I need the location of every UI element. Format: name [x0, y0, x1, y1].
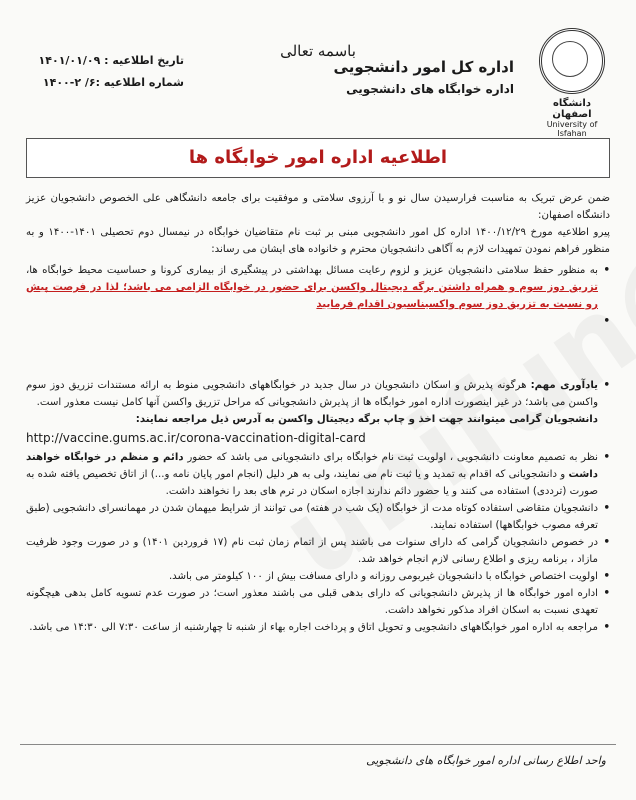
notice-list — [26, 262, 610, 313]
notice-title: اطلاعیه اداره امور خوابگاه ها — [188, 147, 448, 168]
notice-body — [26, 190, 610, 636]
org-block — [334, 58, 514, 96]
list-item: • اولویت اختصاص خوابگاه با دانشجویان غیربومی روزانه و دارای مسافت بیش از ۱۰۰ کیلومتر می باشد. — [26, 568, 610, 585]
notice-date: تاریخ اطلاعیه : ۱۴۰۱/۰۱/۰۹ — [38, 54, 184, 67]
intro-greeting: ضمن عرض تبریک به مناسبت فرارسیدن سال نو و با آرزوی سلامتی و موفقیت برای جامعه دانشگاهی علی الخصوص دانشجویان عزیز دانشگاه اصفهان: — [26, 193, 610, 221]
list-item: • دانشجویان متقاضی استفاده کوتاه مدت از خوابگاه (یک شب در هفته) می توانند از شرایط میهمان شدن در مهمانسرای دانشجویی (طبق تعرفه مصوب خوابگاهها) استفاده نمایند. — [26, 500, 610, 534]
list-item: • به منظور حفظ سلامتی دانشجویان عزیز و لزوم رعایت مسائل بهداشتی در پیشگیری از بیماری کرونا و حساسیت محیط خوابگاه ها، تزریق دوز سوم و همراه داشتن برگه دیجیتال واکسن برای حضور در خوابگاه الزامی می باشد؛ لذا در فرصت پیش رو نسبت به تزریق دوز سوم واکسیناسیون اقدام فرمایید — [26, 262, 610, 313]
logo-name: دانشگاه اصفهان — [552, 98, 592, 120]
footer-signature: واحد اطلاع رسانی اداره امور خوابگاه های دانشجویی — [366, 754, 606, 767]
letterhead — [14, 20, 622, 138]
notice-title-box — [26, 138, 610, 178]
list-item: • در خصوص دانشجویان گرامی که دارای سنوات می باشند پس از اتمام زمان ثبت نام (۱۷ فروردین ۱۴۰۱) و در صورت وجود ظرفیت مازاد ، برنامه ریزی و اطلاع رسانی لازم انجام خواهد شد. — [26, 534, 610, 568]
basmala: باسمه تعالی — [280, 42, 356, 60]
list-item: • مراجعه به اداره امور خوابگاههای دانشجویی و تحویل اتاق و پرداخت اجاره بهاء از شنبه تا چهارشنبه از ساعت ۷:۳۰ الی ۱۴:۳۰ می باشد. — [26, 619, 610, 636]
notice-list-2 — [26, 377, 610, 636]
important-reminder: یادآوری مهم: — [530, 380, 598, 391]
logo-sub: University of Isfahan — [546, 120, 598, 138]
vaccine-card-link[interactable]: http://vaccine.gums.ac.ir/corona-vaccination-digital-card — [26, 431, 366, 445]
digital-card-line: دانشجویان گرامی میتوانند جهت اخذ و چاپ برگه دیجیتال واکسن به آدرس ذیل مراجعه نمایند: — [135, 414, 598, 425]
org-sub: اداره خوابگاه های دانشجویی — [346, 82, 514, 96]
notice-meta — [14, 50, 184, 94]
list-item: • نظر به تصمیم معاونت دانشجویی ، اولویت ثبت نام خوابگاه برای دانشجویانی می باشد که حضور دائم و منظم در خوابگاه خواهند داشت و دانشجویانی که اقدام به تمدید و یا ثبت نام می نمایند، ولی به هر دلیل (انجام امور پایان نامه و...) از اتاق تخصیص یافته شده به صورت (ترددی) استفاده می کنند و یا حضور دائم ندارند اجازه اسکان در ترم های بعد را نخواهند داشت. — [26, 449, 610, 500]
list-item: • یادآوری مهم: هرگونه پذیرش و اسکان دانشجویان در سال جدید در خوابگاههای دانشجویی منوط به ارائه مستندات تزریق دوز سوم واکسن می باشد؛ در غیر اینصورت اداره امور خوابگاه ها از پذیرش دانشجویانی که مراحل تزریق واکسن آنها کامل نیست معذور است. دانشجویان گرامی میتوانند جهت اخذ و چاپ برگه دیجیتال واکسن به آدرس ذیل مراجعه نمایند: http://vaccine.gums.ac.ir/corona-vaccination-digital-card — [26, 377, 610, 447]
seal-icon — [539, 28, 605, 94]
org-title: اداره کل امور دانشجویی — [333, 58, 514, 76]
intro-reference: پیرو اطلاعیه مورخ ۱۴۰۰/۱۲/۲۹ اداره کل امور دانشجویی مبنی بر ثبت نام متقاضیان خوابگاه در نیمسال دوم تحصیلی ۱۴۰۱-۱۴۰۰ و به منظور فراهم نمودن تمهیدات لازم به آگاهی دانشجویان محترم و خانواده های ایشان می رساند: — [26, 227, 610, 255]
list-item: • اداره امور خوابگاه ها از پذیرش دانشجویانی که دارای بدهی قبلی می باشند معذور است؛ در صورت عدم تسویه کامل بدهی هیچگونه تعهدی نسبت به اسکان افراد مذکور نخواهد داشت. — [26, 585, 610, 619]
notice-number: شماره اطلاعیه :۶/ ۲-۱۴۰۰ — [42, 76, 184, 89]
vaccine-requirement: تزریق دوز سوم و همراه داشتن برگه دیجیتال واکسن برای حضور در خوابگاه الزامی می باشد؛ لذا در فرصت پیش رو نسبت به تزریق دوز سوم واکسیناسیون اقدام فرمایید — [26, 282, 598, 310]
footer-divider — [20, 744, 616, 745]
intro — [26, 190, 610, 258]
